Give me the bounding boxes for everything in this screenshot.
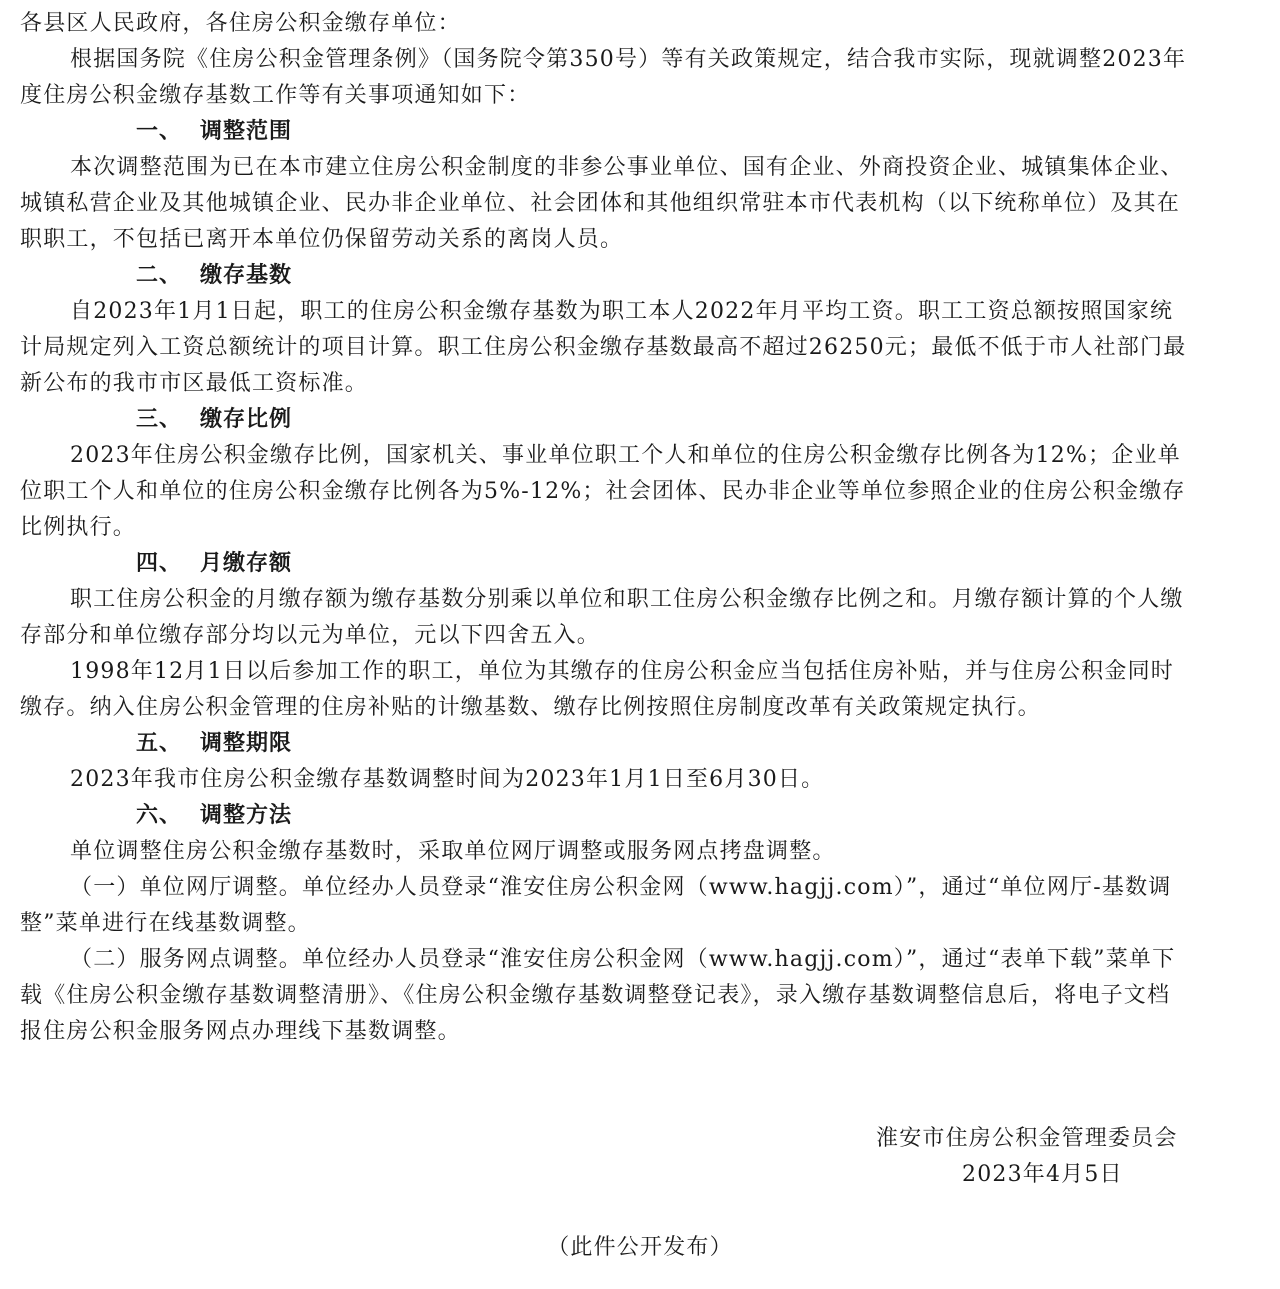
section-1	[20, 114, 1192, 258]
intro-paragraph: 根据国务院《住房公积金管理条例》（国务院令第350号）等有关政策规定，结合我市实际，现就调整2023年度住房公积金缴存基数工作等有关事项通知如下：	[20, 47, 1187, 108]
section-heading	[20, 258, 1192, 294]
section-number: 六、	[136, 803, 183, 828]
section-3	[20, 402, 1192, 546]
section-title: 缴存比例	[200, 407, 293, 432]
salutation: 各县区人民政府，各住房公积金缴存单位：	[20, 11, 461, 36]
section-number: 三、	[136, 407, 183, 432]
section-4	[20, 546, 1192, 726]
section-paragraph: 本次调整范围为已在本市建立住房公积金制度的非参公事业单位、国有企业、外商投资企业、城镇集体企业、城镇私营企业及其他城镇企业、民办非企业单位、社会团体和其他组织常驻本市代表机构（以下统称单位）及其在职职工，不包括已离开本单位仍保留劳动关系的离岗人员。	[20, 155, 1184, 252]
section-paragraph: 职工住房公积金的月缴存额为缴存基数分别乘以单位和职工住房公积金缴存比例之和。月缴存额计算的个人缴存部分和单位缴存部分均以元为单位，元以下四舍五入。	[20, 587, 1184, 648]
section-paragraph: （一）单位网厅调整。单位经办人员登录“淮安住房公积金网（www.hagjj.com）”，通过“单位网厅-基数调整”菜单进行在线基数调整。	[20, 875, 1172, 936]
section-heading	[20, 402, 1192, 438]
section-title: 缴存基数	[200, 263, 293, 288]
section-title: 调整方法	[200, 803, 293, 828]
section-title: 调整范围	[200, 119, 293, 144]
section-number: 二、	[136, 263, 183, 288]
section-5	[20, 726, 1192, 798]
signature-organization: 淮安市住房公积金管理委员会	[876, 1126, 1178, 1151]
section-6	[20, 798, 1192, 1050]
section-title: 月缴存额	[200, 551, 293, 576]
section-heading	[20, 114, 1192, 150]
section-paragraph: （二）服务网点调整。单位经办人员登录“淮安住房公积金网（www.hagjj.com）”，通过“表单下载”菜单下载《住房公积金缴存基数调整清册》、《住房公积金缴存基数调整登记表》，录入缴存基数调整信息后，将电子文档报住房公积金服务网点办理线下基数调整。	[20, 947, 1176, 1044]
public-release-note: （此件公开发布）	[547, 1235, 733, 1260]
section-paragraph: 2023年我市住房公积金缴存基数调整时间为2023年1月1日至6月30日。	[70, 767, 825, 792]
section-paragraph: 2023年住房公积金缴存比例，国家机关、事业单位职工个人和单位的住房公积金缴存比例各为12%；企业单位职工个人和单位的住房公积金缴存比例各为5%-12%；社会团体、民办非企业等单位参照企业的住房公积金缴存比例执行。	[20, 443, 1186, 540]
section-number: 四、	[136, 551, 183, 576]
section-heading	[20, 546, 1192, 582]
section-number: 一、	[136, 119, 183, 144]
section-heading	[20, 798, 1192, 834]
section-number: 五、	[136, 731, 183, 756]
section-paragraph: 单位调整住房公积金缴存基数时，采取单位网厅调整或服务网点拷盘调整。	[70, 839, 836, 864]
section-heading	[20, 726, 1192, 762]
notice-document	[20, 6, 1192, 1050]
section-paragraph: 自2023年1月1日起，职工的住房公积金缴存基数为职工本人2022年月平均工资。职工工资总额按照国家统计局规定列入工资总额统计的项目计算。职工住房公积金缴存基数最高不超过26250元；最低不低于市人社部门最新公布的我市市区最低工资标准。	[20, 299, 1187, 396]
signature-date: 2023年4月5日	[962, 1162, 1123, 1187]
section-title: 调整期限	[200, 731, 293, 756]
section-2	[20, 258, 1192, 402]
section-paragraph: 1998年12月1日以后参加工作的职工，单位为其缴存的住房公积金应当包括住房补贴，并与住房公积金同时缴存。纳入住房公积金管理的住房补贴的计缴基数、缴存比例按照住房制度改革有关政策规定执行。	[20, 659, 1174, 720]
